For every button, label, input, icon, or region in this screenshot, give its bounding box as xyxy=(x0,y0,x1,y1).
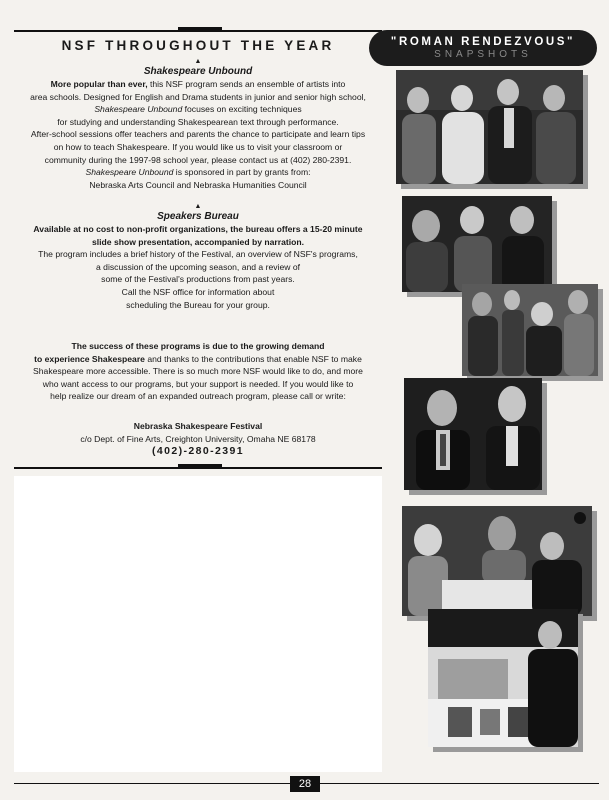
triangle-icon: ▲ xyxy=(194,58,202,65)
organization-name: Nebraska Shakespeare Festival xyxy=(133,421,263,431)
photo-two-men xyxy=(404,378,542,490)
text-line: Shakespeare Unbound is sponsored in part by grants from: xyxy=(85,167,311,178)
section-speakers-bureau xyxy=(14,203,382,311)
photo-group-four xyxy=(396,70,583,184)
text-line: The program includes a brief history of the Festival, an overview of NSF's programs, xyxy=(38,249,358,260)
text-line: The success of these programs is due to the growing demand xyxy=(71,341,325,351)
text-line: Shakespeare Unbound focuses on exciting techniques xyxy=(94,104,302,115)
text-line: Shakespeare more accessible. There is so much more NSF would like to do, and more xyxy=(33,366,363,377)
text-line: slide show presentation, accompanied by narration. xyxy=(91,236,305,247)
section-shakespeare-unbound xyxy=(14,58,382,191)
phone-number: (402)-280-2391 xyxy=(152,445,244,458)
snapshots-banner xyxy=(369,30,597,66)
page-title: NSF THROUGHOUT THE YEAR xyxy=(61,38,335,53)
text-line: Call the NSF office for information about xyxy=(121,286,275,297)
text-line: Nebraska Arts Council and Nebraska Humanities Council xyxy=(89,179,307,190)
text-line: on how to teach Shakespeare. If you would like us to visit your classroom or xyxy=(53,141,343,152)
photo-group-three xyxy=(402,196,552,292)
text-line: to experience Shakespeare and thanks to the contributions that enable NSF to make xyxy=(34,353,362,364)
text-line: After-school sessions offer teachers and parents the chance to participate and learn tips xyxy=(30,129,366,140)
text-line: area schools. Designed for English and Drama students in junior and senior high school, xyxy=(30,91,366,102)
top-rule-tab xyxy=(178,27,222,31)
photo-reception xyxy=(462,284,598,376)
blank-panel xyxy=(14,476,382,772)
photo-dinner-table xyxy=(402,506,592,616)
text-line: some of the Festival's productions from past years. xyxy=(101,274,295,285)
section-heading: Shakespeare Unbound xyxy=(143,66,253,77)
banner-subtitle: SNAPSHOTS xyxy=(434,49,532,60)
text-line: help realize our dream of an expanded outreach program, please call or write: xyxy=(50,391,346,402)
lower-rule-tab xyxy=(178,464,222,468)
text-line: a discussion of the upcoming season, and a review of xyxy=(96,261,300,272)
page-number: 28 xyxy=(290,776,320,792)
text-line: scheduling the Bureau for your group. xyxy=(126,299,270,310)
text-line: for studying and understanding Shakespearean text through performance. xyxy=(57,116,339,127)
section-appeal xyxy=(14,340,382,403)
banner-title: "ROMAN RENDEZVOUS" xyxy=(390,36,576,48)
contact-block xyxy=(14,420,382,458)
address: c/o Dept. of Fine Arts, Creighton University, Omaha NE 68178 xyxy=(80,433,316,444)
text-line: More popular than ever, this NSF program sends an ensemble of artists into xyxy=(50,79,346,89)
text-line: community during the 1997-98 school year, please contact us at (402) 280-2391. xyxy=(44,154,352,165)
text-line: who want access to our programs, but your support is needed. If you would like to xyxy=(42,378,354,389)
section-heading: Speakers Bureau xyxy=(157,211,239,222)
photo-display-table xyxy=(428,609,578,747)
text-line: Available at no cost to non-profit organizations, the bureau offers a 15-20 minute xyxy=(33,224,363,234)
triangle-icon: ▲ xyxy=(194,203,202,210)
